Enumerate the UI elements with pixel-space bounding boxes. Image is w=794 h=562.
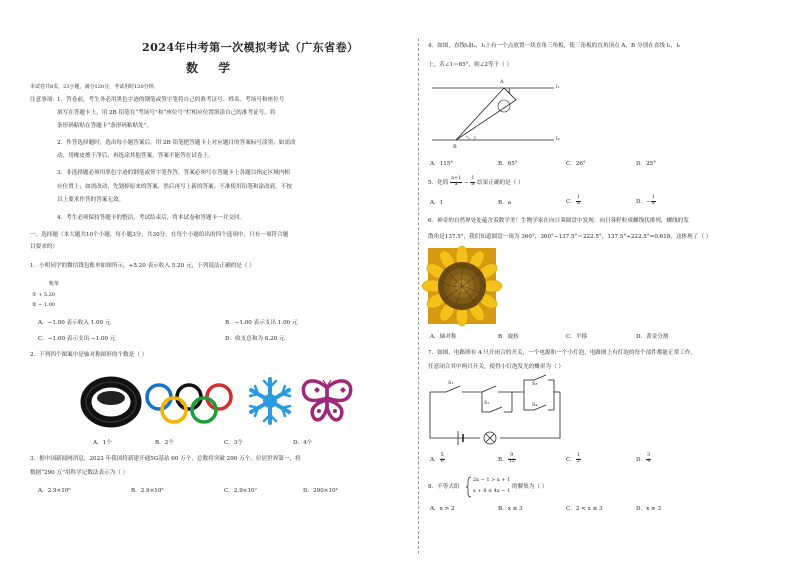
q8-option-a: A．x > 2 [430, 506, 455, 512]
option-fraction [646, 454, 651, 465]
q1-option-d: D．收支总和为 6.20 元 [225, 336, 285, 342]
q5-stem-post: 结果正确的是（ ） [477, 179, 524, 186]
q1-stem: 1．小明同学的微信钱包账单如图所示，+5.20 表示收入 5.20 元，下列说法正确的是（ ） [30, 263, 255, 269]
fraction-numerator: 1 [471, 176, 475, 181]
notice-line: 以上要求作答的答案无效。 [57, 197, 125, 203]
bill-title: 账单 [49, 281, 60, 287]
q6-option-d: D．黄金分割 [636, 334, 669, 340]
q6-option-c: C．平移 [566, 334, 588, 340]
fraction-denominator: 2 [576, 458, 580, 464]
circuit-diagram [428, 376, 568, 444]
notice-line: 动，用橡皮擦干净后，再选涂其他答案，答案不能答在试卷上。 [57, 153, 214, 159]
label-l1: l₁ [556, 84, 560, 90]
ring-red [207, 385, 231, 409]
q8-option-d: D．x ≥ 3 [636, 506, 662, 512]
switch-s3-label: S₃ [532, 381, 538, 387]
ring-green [192, 398, 216, 422]
ring-yellow [162, 398, 186, 422]
q2-option-a: A．1个 [93, 440, 112, 446]
q7-option-d [636, 454, 651, 465]
q3-stem: 3．据中国新闻网消息，2023 年我国将新建开通5G基站 60 万个，总数将突破 290 万个，位居世界第一，将 [30, 456, 301, 462]
notice-line: 3．非选择题必须用黑色字迹的钢笔或签字笔作答，答案必须写在答题卡上各题目指定区域内相 [57, 170, 290, 176]
option-fraction [576, 196, 581, 207]
fraction-numerator: 1 [651, 195, 655, 200]
q5-stem [428, 177, 524, 188]
ring-black [177, 385, 201, 409]
fraction-numerator: 9 [508, 454, 516, 460]
q3-option-d: D．290×10⁴ [303, 488, 338, 494]
q7-option-c [566, 454, 581, 465]
q8-stem-post: 的解集为（ ） [512, 484, 548, 490]
notice-line: 2．作答选择题时，选出每小题答案后，用 2B 铅笔把答题卡上对应题目的答案标号涂黑；如需改 [57, 140, 296, 146]
fraction-numerator: a+1 [451, 176, 462, 181]
q8-stem-pre: 8．不等式组 [428, 484, 460, 490]
option-fraction [651, 196, 656, 207]
black-ring-figure [84, 378, 138, 424]
label-b: B [453, 144, 457, 150]
option-label: A． [430, 456, 440, 463]
q1-option-a: A．−1.00 表示收入 1.00 元 [38, 320, 111, 326]
fraction-denominator: 6 [440, 458, 444, 464]
q4-option-d: D．25° [636, 161, 656, 167]
parallel-lines-figure [426, 80, 566, 148]
option-fraction [576, 454, 581, 465]
q6-stem: 6．神奇的自然界处处蕴含着数学美！生物学家在向日葵圆盘中发现：向日葵籽粒成螺线状排列，螺线的发 [428, 218, 689, 224]
fraction-numerator: 1 [576, 453, 580, 458]
ring-blue [147, 385, 171, 409]
q4-stem-cont: 上，若∠1＝65°，则∠2等于（ ） [428, 62, 513, 68]
butterfly-icon [300, 378, 354, 424]
snowflake-icon [245, 376, 295, 426]
switch-s2-label: S₂ [484, 400, 490, 406]
notice-line: 4．考生必须保持答题卡的整洁，考试结束后，将本试卷和答题卡一并交回。 [57, 215, 246, 221]
q5-option-c [566, 196, 581, 207]
q5-option-a: A．1 [430, 200, 444, 206]
switch-s1-label: S₁ [448, 380, 454, 386]
label-l2: l₂ [556, 136, 560, 142]
option-label: D．− [636, 198, 651, 205]
fraction-denominator: a [471, 181, 475, 187]
option-label: B． [498, 456, 508, 463]
q7-option-a [430, 454, 445, 465]
option-label: C． [566, 456, 576, 463]
q6-option-b: B．旋转 [498, 334, 519, 340]
notice-line: 填写在答题卡上。用 2B 铅笔在“考场号”和“座位号”栏相应位置填涂自己的准考证号。将 [57, 110, 276, 116]
q4-stem: 4．如图，直线l₁∥l₂，l₁上有一个点放置一块直角三角板，使三角板的直角顶点 A，B 分别在直线 l₁，l₂ [428, 43, 681, 49]
section-heading-cont: 目要求的） [30, 244, 58, 250]
q7-stem-cont: 任意闭合其中两只开关，使得小灯泡发光的概率为（ ） [428, 364, 565, 370]
q6-stem-cont: 散角是137.5°，我们知道圆盘一周为 360°，360°−137.5°＝222.5°，137.5°÷222.5°≈0.618，这体现了（ ） [428, 234, 712, 240]
fraction-denominator: 12 [508, 458, 515, 464]
label-angle-1: 1 [508, 89, 512, 95]
q1-option-c: C．−1.00 表示支出 −1.00 元 [38, 336, 116, 342]
q3-stem-cont: 数据“290 万”用科学记数法表示为（ ） [30, 470, 129, 476]
inequality-1: 2x − 1 > x + 1 [473, 477, 511, 483]
q4-option-b: B．65° [498, 161, 518, 167]
exam-info: 本试卷共8页，23小题，满分120分，考试用时120分钟。 [30, 84, 159, 90]
exam-title: 2024年中考第一次模拟考试（广东省卷） [142, 41, 359, 54]
fraction-denominator: a [576, 200, 580, 206]
q3-option-a: A．2.9×10⁶ [38, 488, 71, 494]
label-a: A [500, 79, 504, 85]
notice-line: 1．答卷前，考生务必用黑色字迹的钢笔或签字笔将自己的准考证号、姓名、考场号和座位号 [57, 97, 285, 103]
sunflower-image [428, 248, 496, 324]
fraction-numerator: 1 [576, 195, 580, 200]
brace-icon [466, 476, 472, 498]
option-label: C． [566, 198, 576, 205]
q5-option-d [636, 196, 656, 207]
olympic-rings-figure [145, 382, 237, 428]
q7-stem: 7．如图，电路图有 4 只开闭合的开关，一个电源和一个小灯泡，电路图上有灯泡的每个部件都能正常工作， [428, 350, 696, 356]
q5-minus: − [463, 179, 469, 186]
q2-option-d: D．4个 [293, 440, 313, 446]
q3-option-c: C．2.9×10⁷ [224, 488, 257, 494]
q4-option-a: A．115° [430, 161, 454, 167]
label-angle-2: 2 [473, 136, 477, 142]
fraction-numerator: 5 [440, 453, 444, 458]
q5-fraction-2 [470, 177, 475, 188]
fraction-denominator: a [454, 181, 458, 187]
option-fraction [440, 454, 445, 465]
option-label: D． [636, 456, 647, 463]
q2-option-b: B．2个 [155, 440, 174, 446]
q5-fraction-1 [450, 177, 462, 188]
notice-label: 注意事项： [30, 97, 58, 103]
fraction-denominator: 4 [647, 458, 651, 464]
q3-option-b: B．2.9×10⁵ [131, 488, 164, 494]
switch-s4-label: S₄ [532, 402, 538, 408]
q1-option-b: B．−1.00 表示支出 1.00 元 [225, 320, 298, 326]
q5-stem-pre: 5．化简 [428, 179, 449, 186]
inequality-2: x + 8 ≤ 4x − 1 [473, 488, 511, 494]
q2-option-c: C．3个 [224, 440, 244, 446]
section-heading: 一、选择题（本大题共10个小题，每小题3分，共30分，在每个小题给出的四个选项中，只有一项符合题 [30, 232, 289, 238]
option-fraction [508, 454, 516, 465]
q6-option-a: A．轴对称 [430, 334, 457, 340]
q8-option-c: C．2 < x ≤ 3 [566, 506, 603, 512]
subject-title: 数 学 [186, 61, 239, 75]
q8-option-b: B．x ≤ 3 [498, 506, 523, 512]
column-divider [418, 38, 419, 554]
fraction-numerator: 3 [647, 453, 651, 458]
notice-line: 条形码粘贴在答题卡“条形码粘贴处”。 [57, 123, 153, 129]
bill-row: ① + 5.20 [32, 292, 55, 298]
fraction-denominator: a [651, 200, 655, 206]
q7-option-b [498, 454, 516, 465]
q5-option-b: B．a [498, 200, 512, 206]
q2-stem: 2．下列四个图案中是轴对称图形的个数是（ ） [30, 352, 148, 358]
bill-row: ② − 1.00 [32, 302, 55, 308]
q4-option-c: C．26° [566, 161, 586, 167]
notice-line: 应位置上；如需改动，先划掉原来的答案，然后再写上新的答案；不准使用铅笔和涂改液。不按 [57, 184, 292, 190]
